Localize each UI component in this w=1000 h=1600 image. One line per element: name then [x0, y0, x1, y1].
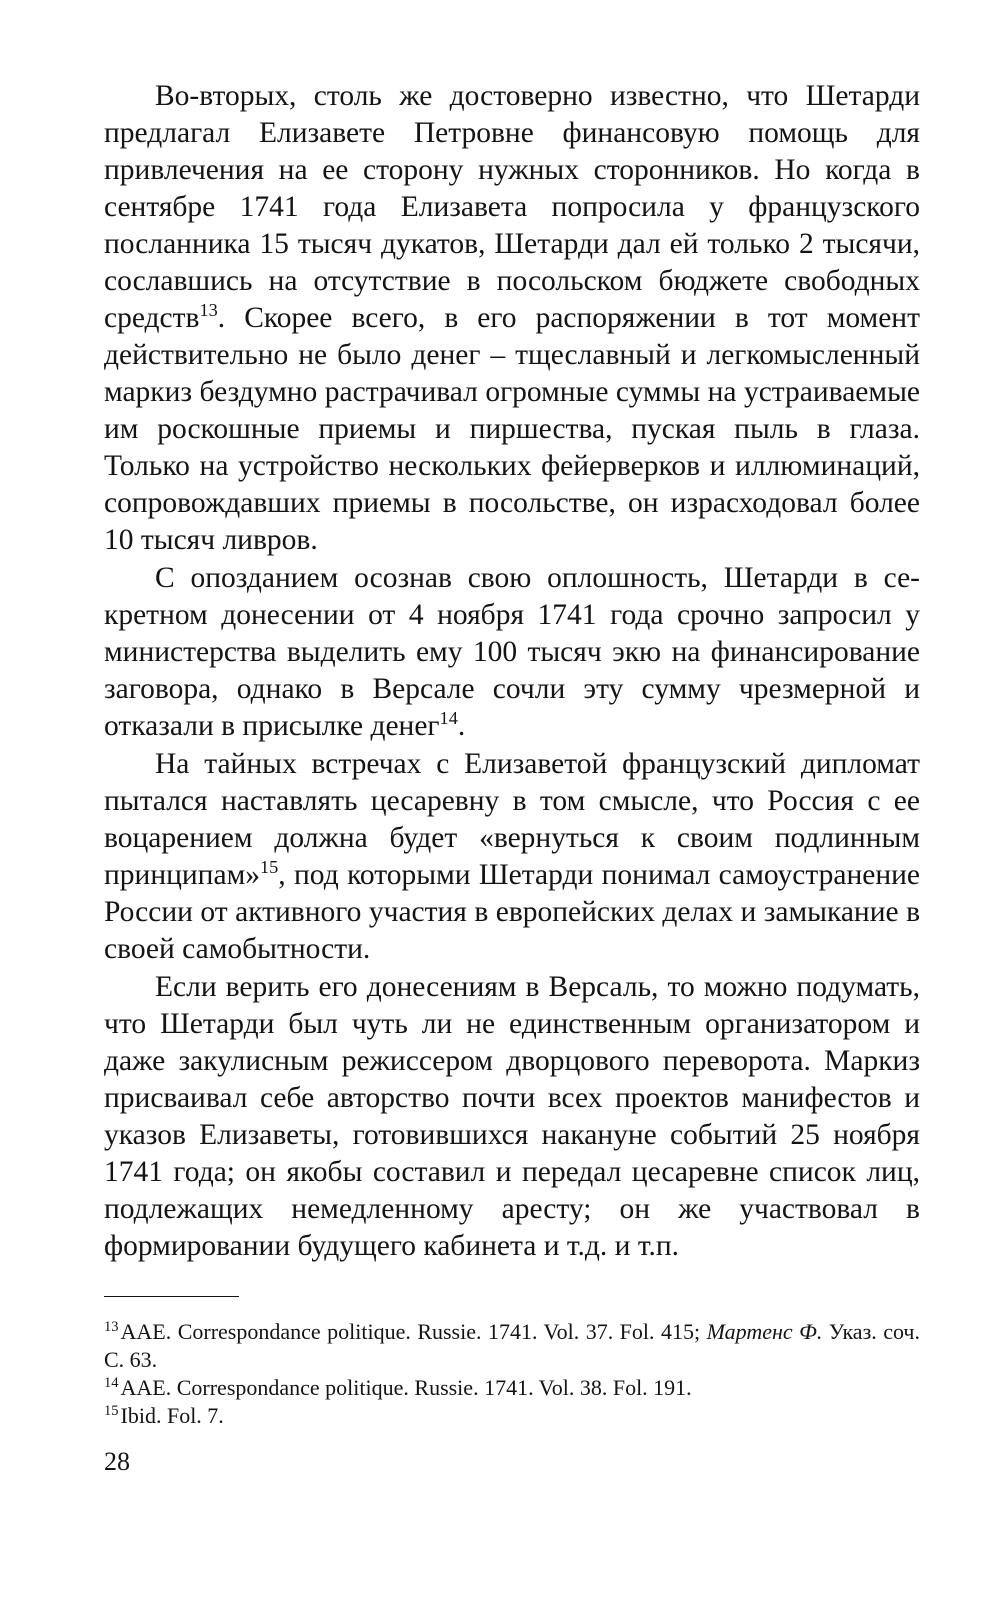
- paragraph-1: [104, 78, 920, 559]
- footnote-14: [104, 1374, 920, 1402]
- footnote-13: [104, 1318, 920, 1374]
- footnote-number: 15: [104, 1402, 119, 1419]
- main-text: [104, 78, 920, 1266]
- paragraph-3: [104, 746, 920, 968]
- footnote-text: Ibid. Fol. 7.: [120, 1403, 224, 1428]
- paragraph-text: С опозданием осознав свою оплошность, Шетарди в секретном донесении от 4 ноября 1741 года срочно запросил у министерства выделить ему 100 тысяч экю на финансирование заговора, однако в Версале сочли эту сумму чрезмерной и отказали в присылке денег: [104, 562, 920, 742]
- footnote-ref-15[interactable]: 15: [259, 857, 279, 878]
- footnote-text-tail: Указ. соч. С. 63.: [104, 1319, 920, 1372]
- paragraph-text: Если верить его донесениям в Версаль, то можно подумать, что Шетарди был чуть ли не единственным организатором и даже закулисным режиссером дворцового переворота. Маркиз присваивал себе авторство почти всех проектов манифестов и указов Елизаветы, готовившихся накануне событий 25 ноября 1741 года; он якобы составил и передал цесаревне список лиц, подлежащих немедленному аресту; он же участвовал в формировании будущего кабинета и т.д. и т.п.: [104, 971, 920, 1262]
- footnote-text: AAE. Correspondance politique. Russie. 1741. Vol. 37. Fol. 415;: [120, 1319, 707, 1344]
- paragraph-2: [104, 560, 920, 745]
- footnotes: [104, 1318, 920, 1430]
- paragraph-text: , под которыми Шетарди понимал самоустранение России от активного участия в европейских делах и замыкание в своей самобытности.: [104, 859, 920, 965]
- footnote-ref-13[interactable]: 13: [199, 300, 218, 321]
- footnote-text: AAE. Correspondance politique. Russie. 1741. Vol. 38. Fol. 191.: [120, 1375, 692, 1400]
- paragraph-text: Во-вторых, столь же достоверно известно, что Шетарди предлагал Елизавете Петровне финансовую помощь для привлечения на ее сторону нужных сторонников. Но когда в сентябре 1741 года Елизавета попросила у французского посланника 15 тысяч дукатов, Шетарди дал ей только 2 тысячи, сославшись на отсутствие в посольском бюджете свободных средств: [104, 80, 920, 334]
- paragraph-text: .: [457, 710, 466, 742]
- footnote-number: 13: [104, 1318, 119, 1335]
- page-number: 28: [104, 1447, 130, 1476]
- paragraph-4: [104, 969, 920, 1265]
- footnote-divider: [104, 1296, 239, 1297]
- paragraph-text: . Скорее всего, в его распоряжении в тот момент действительно не было денег – тщеславный и легкомысленный маркиз бездумно растрачивал огромные суммы на устраиваемые им роскошные приемы и пиршества, пуская пыль в глаза. Только на устройство нескольких фейерверков и иллюминаций, сопровождавших приемы в посольстве, он израсходовал более 10 тысяч ливров.: [104, 302, 920, 556]
- footnote-number: 14: [104, 1374, 119, 1391]
- footnote-author: Мартенс Ф.: [706, 1319, 823, 1344]
- footnote-ref-14[interactable]: 14: [439, 708, 458, 729]
- paragraph-text: На тайных встречах с Елизаветой французский дипломат пытался наставлять цесаревну в том смысле, что Россия с ее воцарением должна будет «вернуться к своим подлинным принципам»: [104, 748, 920, 891]
- footnote-15: [104, 1402, 920, 1430]
